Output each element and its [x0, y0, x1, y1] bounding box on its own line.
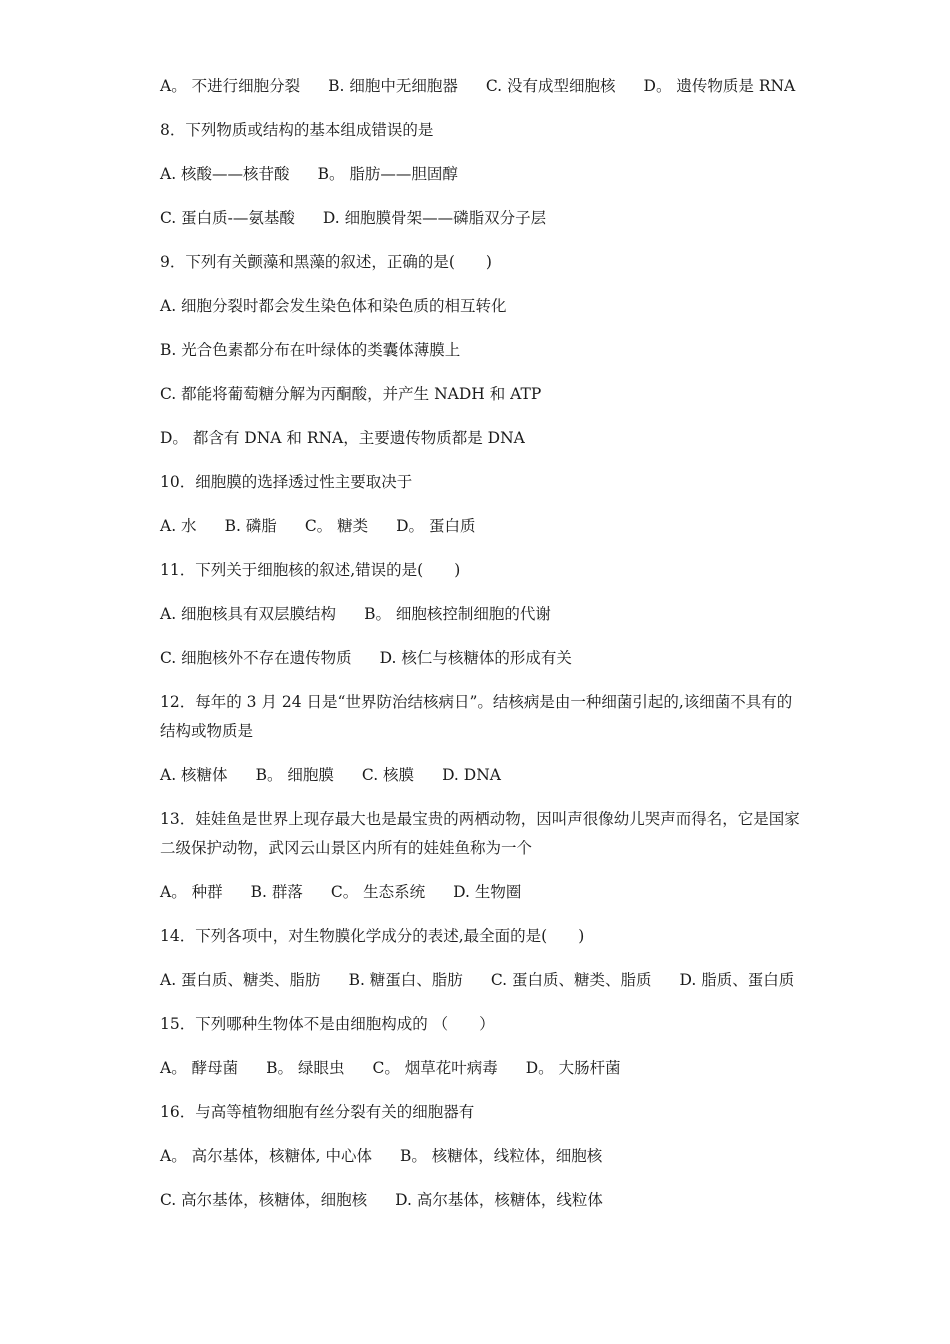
q14-stem: 14．下列各项中，对生物膜化学成分的表述,最全面的是( )	[160, 927, 585, 945]
q16-option-b: B。 核糖体，线粒体，细胞核	[399, 1147, 603, 1165]
q8-option-b: B。 脂肪——胆固醇	[317, 165, 458, 183]
q12-stem: 12．每年的 3 月 24 日是“世界防治结核病日”。结核病是由一种细菌引起的,该细菌不具有的结构或物质是	[160, 693, 793, 740]
q13-options	[160, 878, 800, 907]
q16-option-c: C. 高尔基体，核糖体，细胞核	[160, 1191, 368, 1209]
q11-options-ab	[160, 600, 800, 629]
q14-option-b: B. 糖蛋白、脂肪	[348, 971, 463, 989]
q13-stem: 13．娃娃鱼是世界上现存最大也是最宝贵的两栖动物，因叫声很像幼儿哭声而得名，它是国家二级保护动物，武冈云山景区内所有的娃娃鱼称为一个	[160, 810, 800, 857]
q7-option-d: D。 遗传物质是 RNA	[643, 77, 796, 95]
q11-option-b: B。 细胞核控制细胞的代谢	[364, 605, 551, 623]
q15-option-b: B。 绿眼虫	[266, 1059, 345, 1077]
q13-option-c: C。 生态系统	[330, 883, 426, 901]
q8-stem: 8．下列物质或结构的基本组成错误的是	[160, 121, 434, 139]
q10-option-a: A. 水	[160, 517, 197, 535]
q14-option-a: A. 蛋白质、糖类、脂肪	[160, 971, 321, 989]
q11-option-c: C. 细胞核外不存在遗传物质	[160, 649, 352, 667]
q9-stem: 9．下列有关颤藻和黑藻的叙述，正确的是( )	[160, 253, 492, 271]
q12-option-a: A. 核糖体	[160, 766, 228, 784]
q10-stem: 10．细胞膜的选择透过性主要取决于	[160, 473, 413, 491]
q15-option-c: C。 烟草花叶病毒	[372, 1059, 498, 1077]
q11-option-d: D. 核仁与核糖体的形成有关	[379, 649, 572, 667]
q7-option-c: C. 没有成型细胞核	[485, 77, 616, 95]
q14-option-c: C. 蛋白质、糖类、脂质	[490, 971, 652, 989]
q9-option-b: B. 光合色素都分布在叶绿体的类囊体薄膜上	[160, 341, 461, 359]
q7-options	[160, 72, 800, 101]
q15-option-a: A。 酵母菌	[160, 1059, 239, 1077]
q16-options-cd	[160, 1186, 800, 1215]
q8-options-ab	[160, 160, 800, 189]
q14-options	[160, 966, 800, 995]
q10-options	[160, 512, 800, 541]
q8-option-a: A. 核酸——核苷酸	[160, 165, 290, 183]
q7-option-a: A。 不进行细胞分裂	[160, 77, 301, 95]
q16-stem: 16．与高等植物细胞有丝分裂有关的细胞器有	[160, 1103, 475, 1121]
q12-options	[160, 761, 800, 790]
q13-option-d: D. 生物圈	[453, 883, 522, 901]
q13-option-b: B. 群落	[250, 883, 303, 901]
q14-option-d: D. 脂质、蛋白质	[679, 971, 795, 989]
q9-option-a: A. 细胞分裂时都会发生染色体和染色质的相互转化	[160, 297, 507, 315]
q8-option-c: C. 蛋白质-—氨基酸	[160, 209, 295, 227]
q12-option-d: D. DNA	[442, 766, 501, 784]
q11-option-a: A. 细胞核具有双层膜结构	[160, 605, 337, 623]
q9-option-c: C. 都能将葡萄糖分解为丙酮酸，并产生 NADH 和 ATP	[160, 385, 542, 403]
q15-option-d: D。 大肠杆菌	[525, 1059, 621, 1077]
q16-option-d: D. 高尔基体，核糖体，线粒体	[395, 1191, 603, 1209]
q15-options	[160, 1054, 800, 1083]
q10-option-d: D。 蛋白质	[396, 517, 476, 535]
q7-option-b: B. 细胞中无细胞器	[328, 77, 458, 95]
q13-option-a: A。 种群	[160, 883, 223, 901]
q12-option-c: C. 核膜	[361, 766, 415, 784]
q12-option-b: B。 细胞膜	[255, 766, 334, 784]
q8-options-cd	[160, 204, 800, 233]
q11-options-cd	[160, 644, 800, 673]
q9-option-d: D。 都含有 DNA 和 RNA，主要遗传物质都是 DNA	[160, 429, 525, 447]
q15-stem: 15．下列哪种生物体不是由细胞构成的 （ ）	[160, 1015, 495, 1033]
document-page	[160, 72, 800, 1230]
q16-options-ab	[160, 1142, 800, 1171]
q10-option-b: B. 磷脂	[224, 517, 277, 535]
q16-option-a: A。 高尔基体，核糖体, 中心体	[160, 1147, 372, 1165]
q11-stem: 11．下列关于细胞核的叙述,错误的是( )	[160, 561, 461, 579]
q8-option-d: D. 细胞膜骨架——磷脂双分子层	[322, 209, 547, 227]
q10-option-c: C。 糖类	[304, 517, 369, 535]
